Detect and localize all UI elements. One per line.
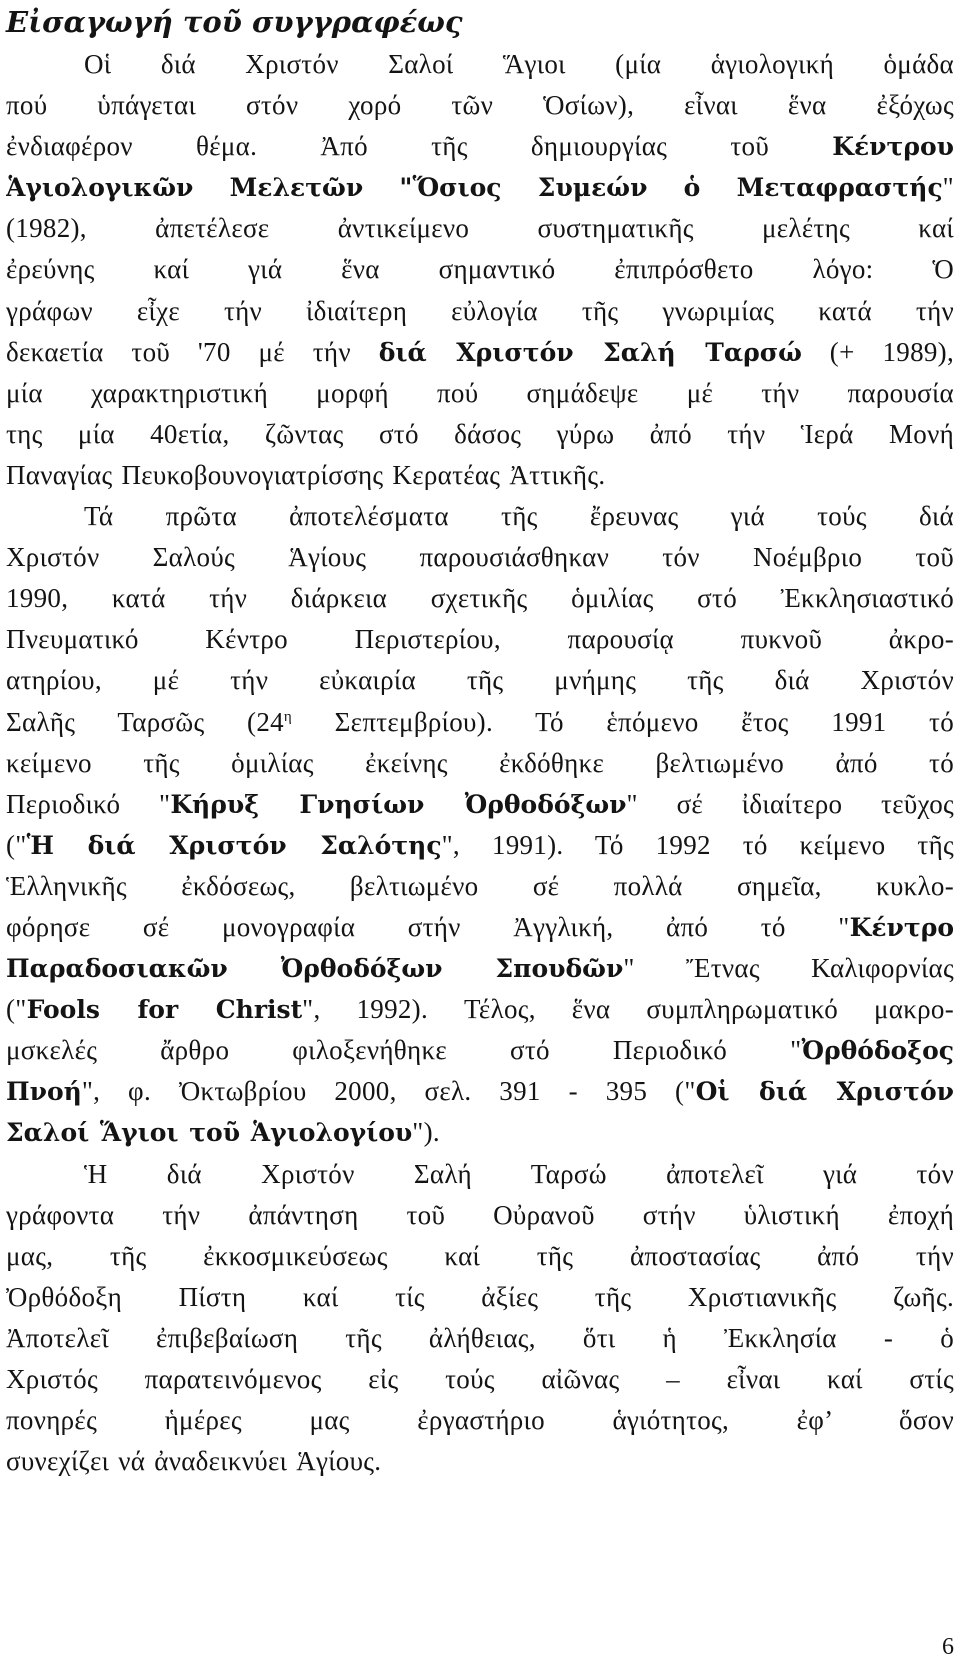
- text-run: μας, τῆς ἐκκοσμικεύσεως καί τῆς ἀποστασίας ἀπό τήν: [6, 1240, 954, 1271]
- text-run: ", 1991). Τό 1992 τό κείμενο τῆς: [441, 829, 954, 860]
- text-run: (1982), ἀπετέλεσε ἀντικείμενο συστηματικῆς μελέτης καί: [6, 213, 954, 244]
- bold-text: Παραδοσιακῶν Ὀρθοδόξων Σπουδῶν: [6, 954, 624, 984]
- text-line: [6, 208, 954, 249]
- text-run: (": [6, 829, 27, 860]
- text-line: [6, 126, 954, 167]
- bold-text: Ὀρθόδοξος: [801, 1036, 954, 1066]
- paragraph: [6, 496, 954, 1154]
- text-line: [6, 825, 954, 866]
- superscript-text: η: [283, 708, 293, 725]
- text-line: [6, 784, 954, 825]
- document-page: [6, 0, 954, 1482]
- text-run: γράφοντα τήν ἀπάντηση τοῦ Οὐρανοῦ στήν ὑλιστική ἐποχή: [6, 1199, 954, 1230]
- text-run: Σεπτεμβρίου). Τό ἑπόμενο ἔτος 1991 τό: [292, 706, 954, 737]
- text-line: [6, 414, 954, 455]
- text-run: ", 1992). Τέλος, ἕνα συμπληρωματικό μακρο-: [302, 994, 954, 1025]
- text-run: (+ 1989),: [801, 336, 954, 367]
- text-run: Ἑλληνικῆς ἐκδόσεως, βελτιωμένο σέ πολλά σημεῖα, κυκλο-: [6, 870, 954, 901]
- text-run: Ἡ διά Χριστόν Σαλή Ταρσώ ἀποτελεῖ γιά τόν: [84, 1158, 954, 1189]
- text-line: [6, 1441, 954, 1482]
- text-run: Ὀρθόδοξη Πίστη καί τίς ἀξίες τῆς Χριστιανικῆς ζωῆς.: [6, 1281, 954, 1312]
- text-run: πονηρές ἡμέρες μας ἐργαστήριο ἁγιότητος, ἐφ’ ὅσον: [6, 1405, 954, 1436]
- bold-text: διά Χριστόν Σαλή Ταρσώ: [378, 337, 802, 367]
- text-run: μία χαρακτηριστική μορφή πού σημάδεψε μέ τήν παρουσία: [6, 377, 954, 408]
- text-run: Παναγίας Πευκοβουνογιατρίσσης Κερατέας Ἀττικῆς.: [6, 459, 606, 490]
- text-run: Ἀποτελεῖ ἐπιβεβαίωση τῆς ἀλήθειας, ὅτι ἡ Ἐκκλησία - ὁ: [6, 1322, 954, 1353]
- text-run: γράφων εἶχε τήν ἰδιαίτερη εὐλογία τῆς γνωριμίας κατά τήν: [6, 295, 954, 326]
- text-run: 1990, κατά τήν διάρκεια σχετικῆς ὁμιλίας στό Ἐκκλησιαστικό: [6, 583, 954, 614]
- bold-text: Fools for Christ: [26, 995, 303, 1025]
- bold-text: Ἡ διά Χριστόν Σαλότης: [26, 830, 442, 860]
- text-line: [6, 537, 954, 578]
- text-line: [6, 1277, 954, 1318]
- text-line: [6, 1195, 954, 1236]
- text-line: [6, 373, 954, 414]
- text-line: [6, 989, 954, 1030]
- text-run: ").: [412, 1117, 440, 1148]
- text-line: [6, 291, 954, 332]
- bold-text: Οἱ διά Χριστόν: [695, 1077, 954, 1107]
- page-number: 6: [942, 1634, 954, 1660]
- text-line: [6, 1236, 954, 1277]
- body-text: [6, 44, 954, 1482]
- text-line: [6, 1359, 954, 1400]
- text-line: [6, 455, 954, 496]
- text-run: πού ὑπάγεται στόν χορό τῶν Ὁσίων), εἶναι ἕνα ἐξόχως: [6, 90, 954, 121]
- text-line: [6, 660, 954, 701]
- paragraph: [6, 44, 954, 496]
- paragraph: [6, 1154, 954, 1483]
- text-line: [6, 743, 954, 784]
- text-line: [6, 578, 954, 619]
- text-run: μσκελές ἄρθρο φιλοξενήθηκε στό Περιοδικό ": [6, 1035, 802, 1066]
- text-run: Χριστόν Σαλούς Ἁγίους παρουσιάσθηκαν τόν Νοέμβριο τοῦ: [6, 542, 954, 573]
- text-line: [6, 702, 954, 743]
- bold-text: Κέντρο: [849, 912, 954, 942]
- text-line: [6, 948, 954, 989]
- text-run: Τά πρῶτα ἀποτελέσματα τῆς ἔρευνας γιά τούς διά: [84, 501, 954, 532]
- page-title: Εἰσαγωγή τοῦ συγγραφέως: [6, 5, 463, 39]
- text-line: [6, 1318, 954, 1359]
- text-run: ", φ. Ὀκτωβρίου 2000, σελ. 391 - 395 (": [81, 1076, 696, 1107]
- text-line: [6, 496, 954, 537]
- text-line: [6, 1030, 954, 1071]
- text-line: [6, 1154, 954, 1195]
- bold-text: Πνοή: [6, 1077, 82, 1107]
- text-run: της μία 40ετία, ζῶντας στό δάσος γύρω ἀπό τήν Ἱερά Μονή: [6, 418, 954, 449]
- text-run: " Ἔτνας Καλιφορνίας: [623, 953, 954, 984]
- text-line: [6, 907, 954, 948]
- text-line: [6, 1400, 954, 1441]
- text-run: ἐρεύνης καί γιά ἕνα σημαντικό ἐπιπρόσθετο λόγο: Ὁ: [6, 254, 954, 285]
- text-run: δεκαετία τοῦ '70 μέ τήν: [6, 336, 379, 367]
- text-line: [6, 332, 954, 373]
- text-run: ἐνδιαφέρον θέμα. Ἀπό τῆς δημιουργίας τοῦ: [6, 131, 833, 162]
- text-run: ": [942, 172, 954, 203]
- bold-text: Κήρυξ Γνησίων Ὀρθοδόξων: [170, 789, 627, 819]
- text-run: συνεχίζει νά ἀναδεικνύει Ἁγίους.: [6, 1446, 382, 1477]
- text-line: [6, 249, 954, 290]
- text-run: ατηρίου, μέ τήν εὐκαιρία τῆς μνήμης τῆς διά Χριστόν: [6, 665, 954, 696]
- bold-text: Ἁγιολογικῶν Μελετῶν "Ὅσιος Συμεών ὁ Μεταφραστής: [6, 173, 943, 203]
- text-line: [6, 44, 954, 85]
- text-line: [6, 619, 954, 660]
- text-run: φόρησε σέ μονογραφία στήν Ἀγγλική, ἀπό τό ": [6, 911, 850, 942]
- text-line: [6, 1112, 954, 1153]
- text-run: Σαλῆς Ταρσῶς (24: [6, 706, 284, 737]
- text-line: [6, 167, 954, 208]
- text-run: Χριστός παρατεινόμενος εἰς τούς αἰῶνας – εἶναι καί στίς: [6, 1364, 954, 1394]
- text-run: κείμενο τῆς ὁμιλίας ἐκείνης ἐκδόθηκε βελτιωμένο ἀπό τό: [6, 747, 954, 778]
- bold-text: Σαλοί Ἅγιοι τοῦ Ἁγιολογίου: [6, 1118, 413, 1148]
- text-run: Πνευματικό Κέντρο Περιστερίου, παρουσίᾳ πυκνοῦ ἀκρο-: [6, 624, 954, 655]
- text-run: (": [6, 994, 27, 1025]
- text-run: Οἱ διά Χριστόν Σαλοί Ἅγιοι (μία ἁγιολογική ὁμάδα: [84, 49, 954, 79]
- text-line: [6, 1071, 954, 1112]
- bold-text: Κέντρου: [832, 132, 954, 162]
- text-run: Περιοδικό ": [6, 788, 171, 819]
- text-line: [6, 866, 954, 907]
- text-run: " σέ ἰδιαίτερο τεῦχος: [626, 788, 954, 819]
- text-line: [6, 85, 954, 126]
